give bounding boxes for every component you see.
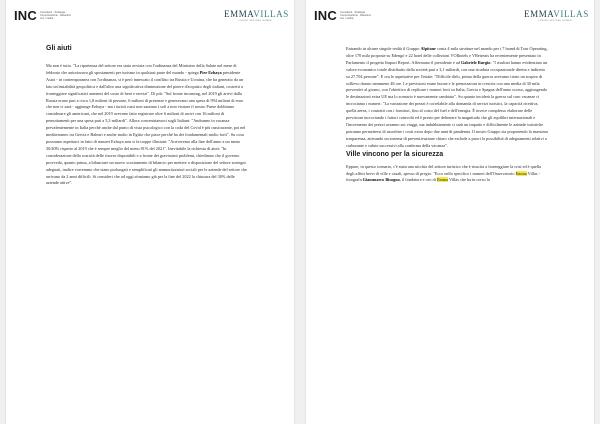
emma-villas-wordmark: EMMAVILLAS bbox=[224, 9, 289, 19]
emma-villas-tagline: LUXURY HOLIDAY HOMES bbox=[238, 19, 272, 22]
text-run: : "I risultati hanno evidenziato un valore economico totale distribuito dalla società pari a 3,1 miliardi, con una ricaduta occupazionale diretta e indiretta su 27.704 persone". E ora le aspettative per l'estate: "Difficile dirlo, prima della guerra avevamo tirato un sospiro di sollievo durato nemmeno 48 ore. Le previsioni erano buone e le prenotazioni in crescita con una media di 30 mila preventivi al giorno, con l'obiettivo di replicare i numeri forti su Italia, Grecia e Spagna dell'anno scorso, aggiungendo le destinazioni extra UE ma lo scenario è nuovamente cambiato". Su quanto inciderà la guerra sul caro vacanze ci incrociamo i numeri: "La variazione dei prezzi è correlabile alla domanda di servizi turistici, la capacità ricettiva, quella aerea, i contratti con i fornitori, fino al costo del fuel e dell'energia. È invece complesso elaborare delle previsioni incrociando i fattori coinvolti ed è presto per delineare la magnitudo che gli equilibri internazionali e l'incremento dei prezzi avranno sui viaggi, ma indubbiamente ci sarà un impatto e difficilmente le aziende turistiche potranno permettersi di assorbire i costi extra dopo due anni di pandemia. Il nostro Gruppo sta proponendo la massima trasparenza, attivando un sistema di preventivazione chiaro che esclude a priori la possibilità di adeguamenti relativi a carburante e valute successivi alla conferma della vacanza". bbox=[346, 59, 548, 148]
text-run: Villas - fotografa bbox=[346, 170, 541, 183]
highlighted-term: Emma bbox=[515, 170, 527, 176]
page-header bbox=[306, 0, 594, 34]
text-run: Entrando in alcune singole realtà il Gruppo bbox=[346, 46, 421, 51]
text-run: Villas che ha in corso la bbox=[448, 177, 490, 183]
body-paragraph bbox=[46, 63, 248, 187]
bold-name: Alpitour bbox=[420, 46, 437, 51]
text-run: presidente Astoi - in contemporanea con l'ordinanza, si è però innescato il conflitto tra Russia e Ucraina, che ha generato da un lato un'instabilità geopolitica e dall'altro una significativa diminuzione del potere d'acquisto degli italiani, costretti a fronteggiare significativi aumenti del costo di beni e servizi". Di più: "Sul fronte incoming, nel 2019 gli arrivi dalla Russia erano pari a circa 1,8 milioni di persone, 6 milioni di presenze e generavano una spesa di 994 milioni di euro che non ci sarà - aggiunge Ezhaya - ma i turisti russi non saranno i soli a non visitare il nostro Paese dobbiamo considerare gli americani, che nel 2019 avevano fatto registrare oltre 6 milioni di arrivi con 16 milioni di pernottamenti per una spesa pari a 5,3 miliardi". Allora concentriamoci sugli Italiani: "Andranno in vacanza prevalentemente in Italia perché anche dal punto di vista psicologico con la coda del Covid è più rassicurante, poi nel mediterraneo tra Grecia e Baleari e anche molto in Egitto che piace perché ha dei fondamentali molto forti". Su cosa possiamo aspettarci in fatto di numeri Ezhaya non si fa troppe illusioni: "Arriveremo alla fine dell'anno a un meno 30/40% rispetto al 2019 che è sempre meglio del meno 81% del 2021". Inevitabile la richiesta di aiuti: "In considerazione della scarsità delle risorse disponibili e a fronte dei gravissimi problemi, chiediamo che il governo provveda, quanto prima, a bilanciare un nuovo scostamento di bilancio per mettere a disposizione del settore sostegni adeguati, inoltre vorremmo che siano prolungati e semplificati gli ammortizzatori sociali per le aziende del settore che arrivano da 2 anni difficili. Si consideri che ad oggi stimiamo già per la fine del 2022 la chiusura del 30% delle aziende attive". bbox=[46, 69, 247, 186]
inc-logo bbox=[314, 9, 374, 22]
inc-logo bbox=[14, 9, 74, 22]
left-content bbox=[46, 44, 248, 187]
body-paragraph-alpitour bbox=[346, 46, 548, 150]
section-title-ville: Ville vincono per la sicurezza bbox=[346, 150, 444, 158]
inc-wordmark: INC bbox=[314, 8, 337, 23]
emma-villas-wordmark: EMMAVILLAS bbox=[524, 9, 589, 19]
body-paragraph-emma-villas bbox=[346, 164, 548, 185]
text-run: , il fondatore e ceo di bbox=[399, 177, 437, 183]
bold-name: Giammarco Bisogno bbox=[362, 177, 400, 183]
left-page bbox=[6, 0, 294, 424]
bold-name: Gabriele Burgio bbox=[461, 59, 491, 65]
page-header bbox=[6, 0, 294, 34]
highlighted-term: Emma bbox=[436, 177, 449, 183]
section-title-aiuti: Gli aiuti bbox=[46, 45, 72, 52]
right-content bbox=[346, 46, 548, 184]
inc-wordmark: INC bbox=[14, 8, 37, 23]
right-page bbox=[306, 0, 594, 424]
emma-villas-tagline: LUXURY HOLIDAY HOMES bbox=[538, 19, 572, 22]
text-run: conta 4 mila strutture nel mondo per i 7 brand di Tour Operating, oltre 170 mila proposte su Edengò e 22 hotel delle collezioni VOIhotels e VRetreats ha recentemente presentato in Parlamento il progetto Impact Report. Affermano il presidente e ad bbox=[346, 46, 548, 65]
text-run: Eppure, in questo scenario, c'è stata una nicchia del settore turistico che è riuscita a fronteggiare la crisi ed è quella degli affitti brevi di ville e casali, spesso di pregio. "Ecco nello specifico i numeri dell'Osservatorio bbox=[346, 163, 542, 176]
emma-villas-logo bbox=[524, 9, 589, 22]
emma-villas-logo bbox=[224, 9, 289, 22]
inc-tagline: Consulenti · Strategia · Comunicazione · Relazioni con i media bbox=[40, 10, 71, 21]
bold-name: Pier Ezhaya bbox=[199, 69, 222, 75]
inc-tagline: Consulenti · Strategia · Comunicazione · Relazioni con i media bbox=[340, 10, 371, 21]
text-run: Ma non è tutto. "La ripartenza del settore era stata avviata con l'ordinanza del Ministero della Salute nel mese di febbraio che autorizzava gli spostamenti per turismo in qualsiasi parte del mondo - spiega bbox=[46, 63, 237, 75]
